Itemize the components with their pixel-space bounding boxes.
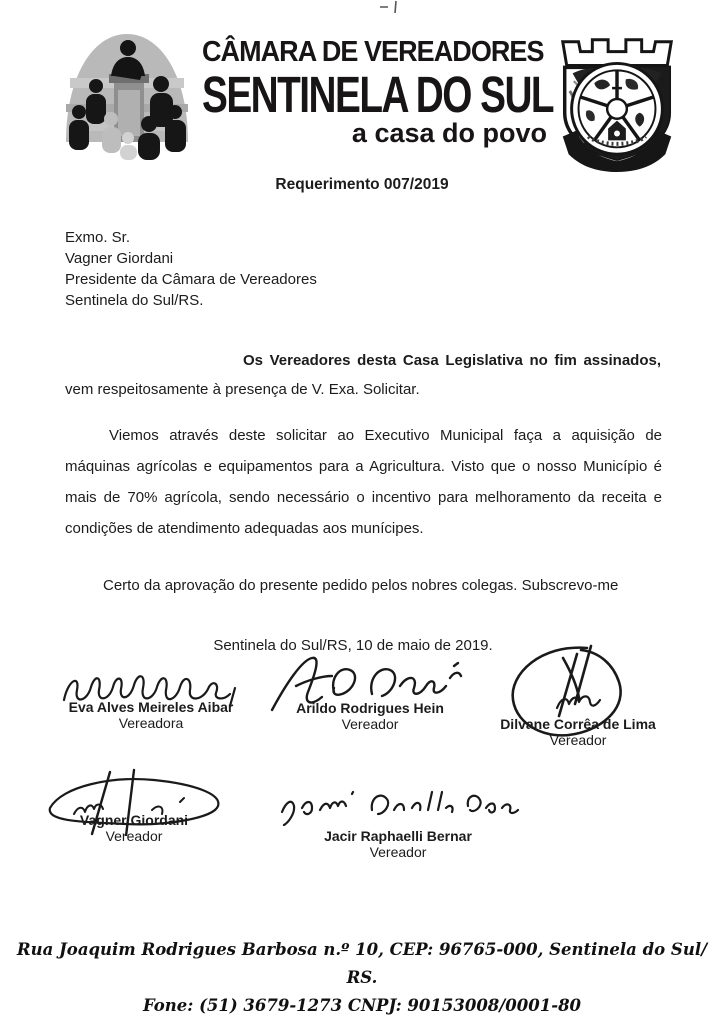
- signer-role: Vereador: [369, 844, 427, 860]
- header: [202, 36, 554, 149]
- signer-name: Vagner Giordani: [79, 812, 189, 828]
- signer-role: Vereadora: [118, 715, 184, 731]
- scan-artifact-mark: [378, 0, 408, 14]
- signature-block-jacir: [268, 782, 528, 860]
- signer-role: Vereador: [549, 732, 607, 748]
- body-paragraph-1: [65, 346, 661, 404]
- body-paragraph-3: Certo da aprovação do presente pedido pelos nobres colegas. Subscrevo-me: [103, 577, 619, 594]
- footer-block: [0, 936, 724, 1020]
- signature-block-vagner: [28, 768, 240, 844]
- org-name-line1: CÂMARA DE VEREADORES: [202, 36, 544, 68]
- recipient-salutation: Exmo. Sr.: [65, 229, 131, 246]
- date-line: Sentinela do Sul/RS, 10 de maio de 2019.: [213, 637, 493, 654]
- municipal-coat-of-arms-icon: [543, 22, 691, 172]
- footer-contact-line: Fone: (51) 3679-1273 CNPJ: 90153008/0001-80: [142, 996, 582, 1015]
- signer-role: Vereador: [341, 716, 399, 732]
- org-name-line2: SENTINELA DO SUL: [202, 66, 554, 123]
- signature-jacir-icon: [276, 782, 521, 826]
- signer-name: Dilvane Corrêa de Lima: [500, 716, 656, 732]
- signer-role: Vereador: [105, 828, 163, 844]
- recipient-name: Vagner Giordani: [65, 250, 174, 267]
- recipient-block: [65, 227, 317, 311]
- paragraph1-bold-text: Os Vereadores desta Casa Legislativa no fim assinados,: [243, 352, 661, 369]
- org-tagline: a casa do povo: [351, 118, 547, 148]
- footer-address-line: Rua Joaquim Rodrigues Barbosa n.º 10, CEP: 96765-000, Sentinela do Sul/ RS.: [16, 940, 708, 987]
- document-title: Requerimento 007/2019: [275, 176, 449, 193]
- recipient-title: Presidente da Câmara de Vereadores: [65, 271, 317, 288]
- signature-block-arildo: [262, 652, 478, 732]
- signer-name: Arildo Rodrigues Hein: [296, 700, 444, 716]
- council-assembly-logo-icon: [62, 26, 192, 160]
- body-paragraph-2: Viemos através deste solicitar ao Executivo Municipal faça a aquisição de máquinas agrícolas e equipamentos para a Agricultura. Visto que o nosso Município é mais de 70% agrícola, sendo necessário o incentivo para melhoramento da receita e condições de atendimento adequadas aos munícipes.: [65, 427, 662, 537]
- signature-block-dilvane: [462, 642, 694, 748]
- recipient-city: Sentinela do Sul/RS.: [65, 292, 204, 309]
- signer-name: Jacir Raphaelli Bernar: [324, 828, 472, 844]
- paragraph1-rest-text: vem respeitosamente à presença de V. Exa. Solicitar.: [65, 381, 420, 398]
- signature-block-eva: [42, 660, 260, 731]
- signer-name: Eva Alves Meireles Aibar: [68, 699, 234, 715]
